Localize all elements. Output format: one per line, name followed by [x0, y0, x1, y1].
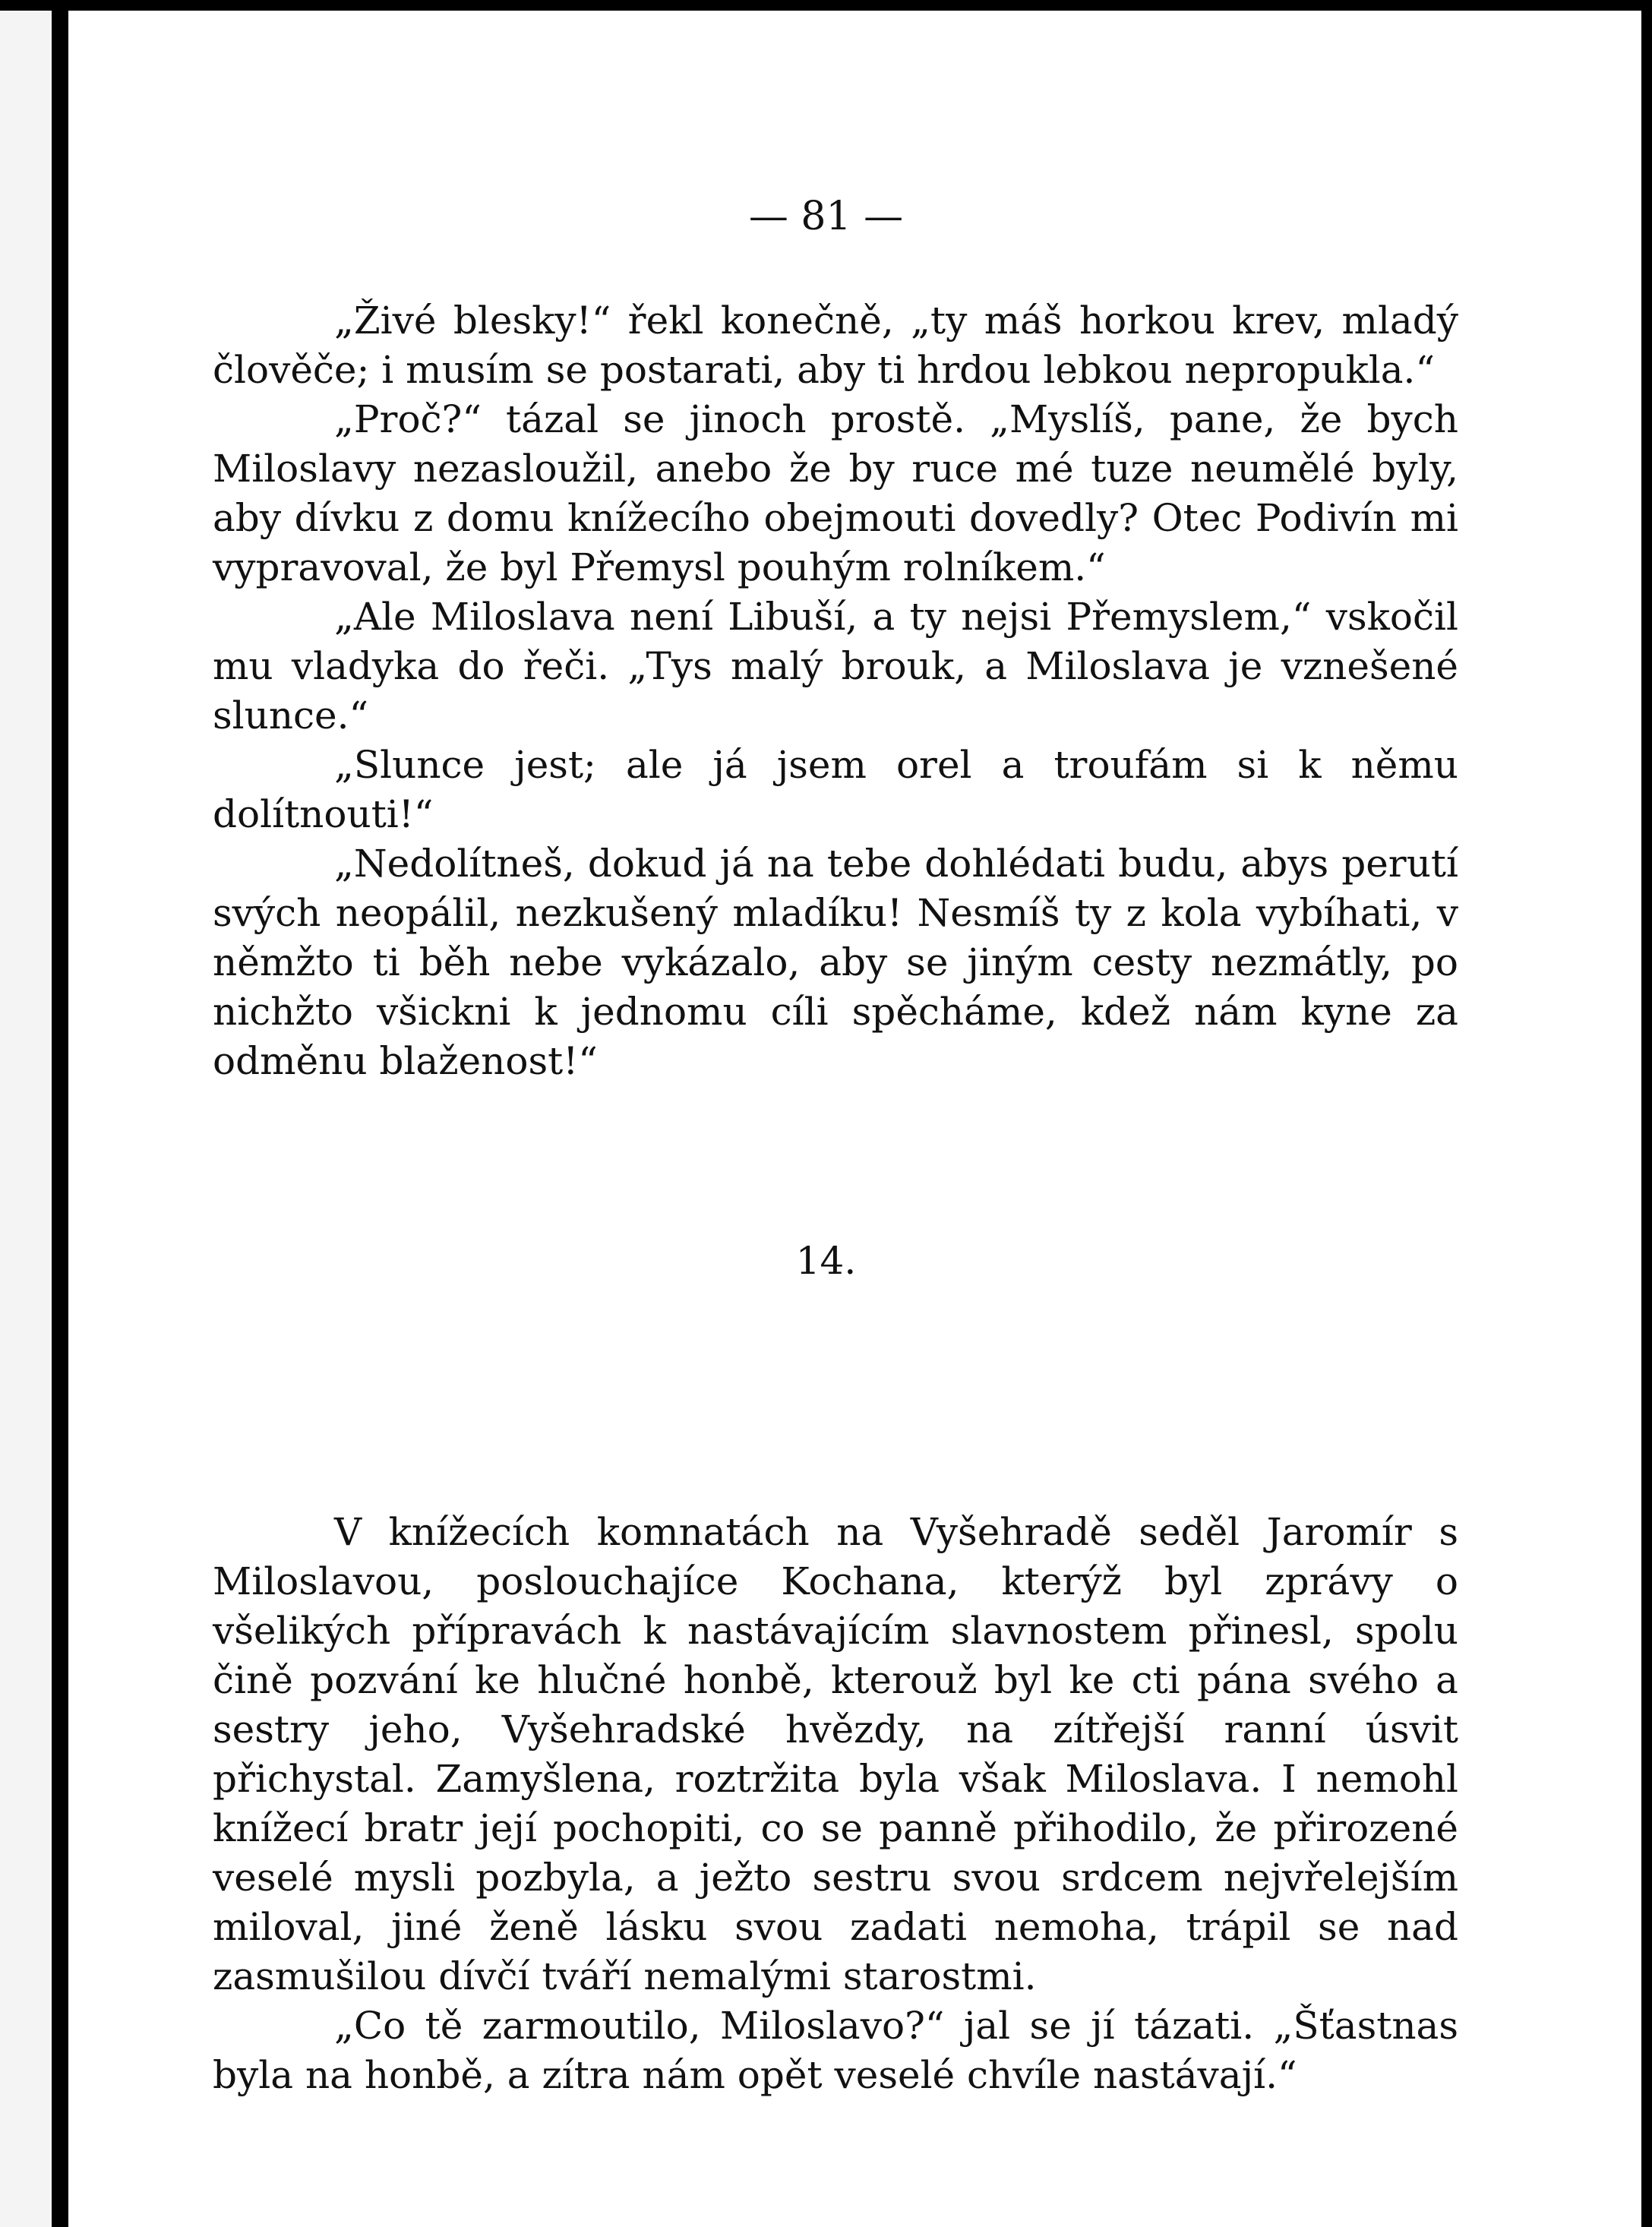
text-section-1: [213, 296, 1458, 1086]
chapter-number: 14.: [795, 1239, 857, 1283]
paragraph: „Nedolítneš, dokud já na tebe dohlédati budu, abys perutí svých neopálil, nezkušený mladíku! Nesmíš ty z kola vybíhati, v němžto ti běh nebe vykázalo, aby se jiným cesty nezmátly, po nichžto všickni k jednomu cíli spěcháme, kdež nám kyne za odměnu blaženost!“: [213, 842, 1458, 1083]
paragraph: „Proč?“ tázal se jinoch prostě. „Myslíš, pane, že bych Miloslavy nezasloužil, anebo že by ruce mé tuze neumělé byly, aby dívku z domu knížecího obejmouti dovedly? Otec Podivín mi vypravoval, že byl Přemysl pouhým rolníkem.“: [213, 397, 1458, 589]
paragraph: „Ale Miloslava není Libuší, a ty nejsi Přemyslem,“ vskočil mu vladyka do řeči. „Tys malý brouk, a Miloslava je vznešené slunce.“: [213, 595, 1458, 738]
scan-edge-right: [1641, 0, 1652, 2227]
paragraph: „Co tě zarmoutilo, Miloslavo?“ jal se jí tázati. „Šťastnas byla na honbě, a zítra nám opět veselé chvíle nastávají.“: [213, 2004, 1458, 2097]
scan-margin-left: [0, 0, 52, 2227]
page-number: — 81 —: [748, 194, 904, 239]
paragraph: „Slunce jest; ale já jsem orel a troufám si k němu dolítnouti!“: [213, 743, 1458, 836]
paragraph: „Živé blesky!“ řekl konečně, „ty máš horkou krev, mladý člověče; i musím se postarati, aby ti hrdou lebkou nepropukla.“: [213, 299, 1458, 392]
scan-edge-top: [0, 0, 1652, 11]
paragraph: V knížecích komnatách na Vyšehradě seděl Jaromír s Miloslavou, poslouchajíce Kochana, kterýž byl zprávy o všelikých přípravách k nastávajícím slavnostem přinesl, spolu čině pozvání ke hlučné honbě, kterouž byl ke cti pána svého a sestry jeho, Vyšehradské hvězdy, na zítřejší ranní úsvit přichystal. Zamyšlena, roztržita byla však Miloslava. I nemohl knížecí bratr její pochopiti, co se panně přihodilo, že přirozené veselé mysli pozbyla, a ježto sestru svou srdcem nejvřelejším miloval, jiné ženě lásku svou zadati nemoha, trápil se nad zasmušilou dívčí tváří nemalými starostmi.: [213, 1510, 1458, 1998]
text-section-2: [213, 1508, 1458, 2100]
scan-edge-left: [52, 0, 68, 2227]
